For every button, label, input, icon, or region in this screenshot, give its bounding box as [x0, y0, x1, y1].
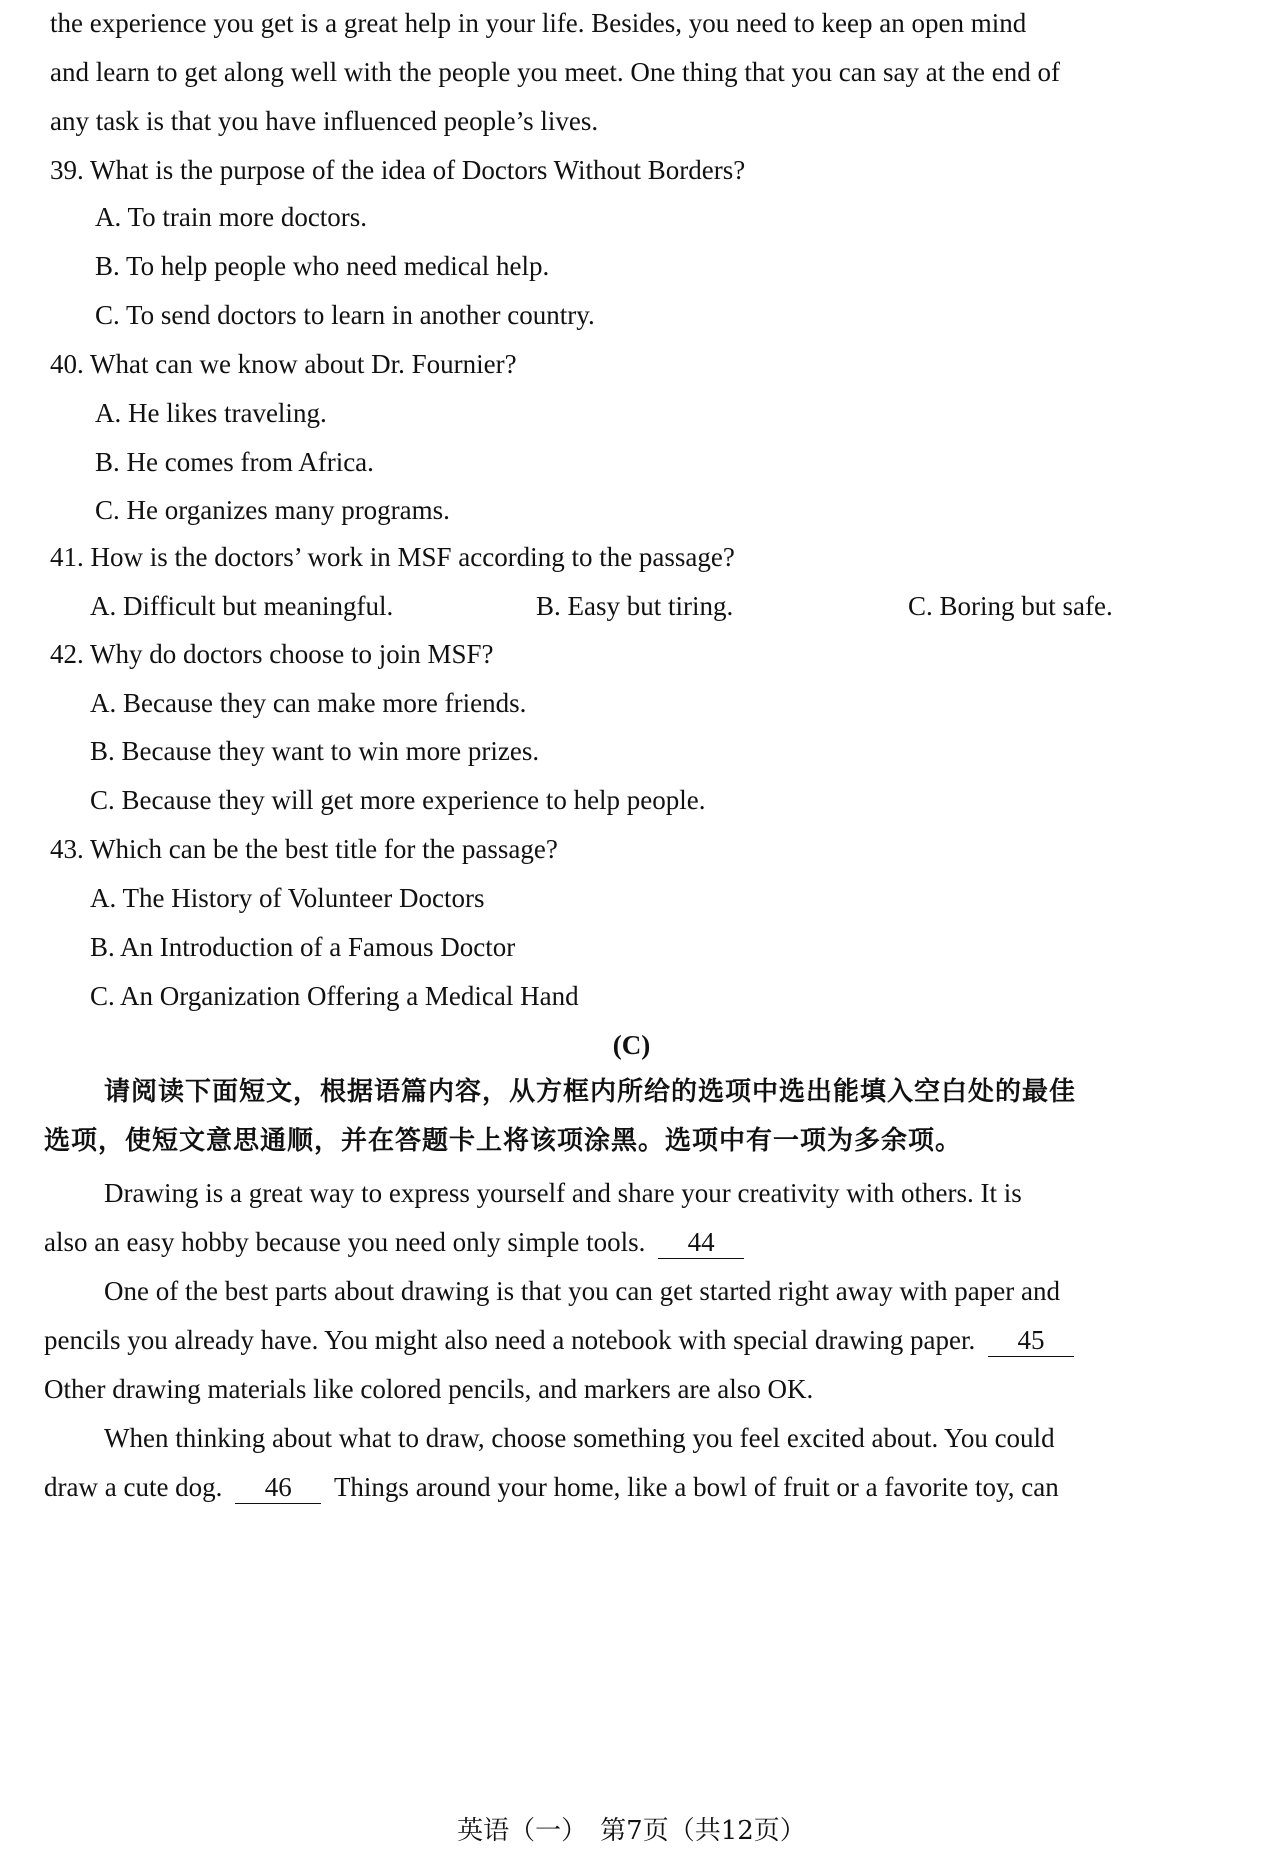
question-41-option-c: C. Boring but safe. — [908, 591, 1113, 621]
section-c-p2-line-1: One of the best parts about drawing is that you can get started right away with paper and — [104, 1276, 1060, 1306]
section-c-p2-line-2 — [44, 1327, 1074, 1357]
page-footer: 英语（一） 第7页（共12页） — [457, 1816, 806, 1846]
passage-b-line-1: the experience you get is a great help in your life. Besides, you need to keep an open mind — [50, 8, 1027, 38]
question-39-option-a: A. To train more doctors. — [95, 202, 368, 232]
section-c-p3-line-2-text-a: draw a cute dog. — [44, 1472, 223, 1502]
section-c-p3-line-2 — [44, 1474, 1059, 1504]
section-c-p3-line-1: When thinking about what to draw, choose something you feel excited about. You could — [104, 1423, 1055, 1453]
question-41-stem: 41. How is the doctors’ work in MSF according to the passage? — [50, 542, 735, 572]
blank-46: 46 — [235, 1474, 321, 1504]
passage-b-line-3: any task is that you have influenced people’s lives. — [50, 106, 599, 136]
question-39-option-b: B. To help people who need medical help. — [95, 251, 550, 281]
question-43-option-b: B. An Introduction of a Famous Doctor — [90, 932, 516, 962]
section-c-p2-line-3: Other drawing materials like colored pencils, and markers are also OK. — [44, 1374, 814, 1404]
section-c-title: (C) — [612, 1030, 651, 1060]
question-42-option-b: B. Because they want to win more prizes. — [90, 736, 540, 766]
question-42-option-c: C. Because they will get more experience to help people. — [90, 785, 706, 815]
question-40-option-a: A. He likes traveling. — [95, 398, 327, 428]
question-42-stem: 42. Why do doctors choose to join MSF? — [50, 639, 494, 669]
section-c-instruction-line-1: 请阅读下面短文，根据语篇内容，从方框内所给的选项中选出能填入空白处的最佳 — [104, 1077, 1077, 1107]
section-c-instruction-line-2: 选项，使短文意思通顺，并在答题卡上将该项涂黑。选项中有一项为多余项。 — [44, 1126, 963, 1156]
question-41-option-a: A. Difficult but meaningful. — [90, 591, 394, 621]
question-40-stem: 40. What can we know about Dr. Fournier? — [50, 349, 517, 379]
section-c-p3-line-2-text-b: Things around your home, like a bowl of fruit or a favorite toy, can — [333, 1472, 1059, 1502]
question-41-option-b: B. Easy but tiring. — [536, 591, 734, 621]
question-39-option-c: C. To send doctors to learn in another country. — [95, 300, 595, 330]
question-40-option-b: B. He comes from Africa. — [95, 447, 374, 477]
question-43-option-a: A. The History of Volunteer Doctors — [90, 883, 485, 913]
section-c-p1-line-2-text: also an easy hobby because you need only simple tools. — [44, 1227, 646, 1257]
blank-44: 44 — [658, 1229, 744, 1259]
question-39-stem: 39. What is the purpose of the idea of Doctors Without Borders? — [50, 155, 746, 185]
question-40-option-c: C. He organizes many programs. — [95, 495, 450, 525]
section-c-p1-line-1: Drawing is a great way to express yourself and share your creativity with others. It is — [104, 1178, 1022, 1208]
passage-b-line-2: and learn to get along well with the people you meet. One thing that you can say at the end of — [50, 57, 1060, 87]
section-c-p1-line-2 — [44, 1229, 744, 1259]
question-43-option-c: C. An Organization Offering a Medical Hand — [90, 981, 579, 1011]
section-c-p2-line-2-text: pencils you already have. You might also need a notebook with special drawing paper. — [44, 1325, 976, 1355]
question-42-option-a: A. Because they can make more friends. — [90, 688, 527, 718]
blank-45: 45 — [988, 1327, 1074, 1357]
question-43-stem: 43. Which can be the best title for the passage? — [50, 834, 558, 864]
